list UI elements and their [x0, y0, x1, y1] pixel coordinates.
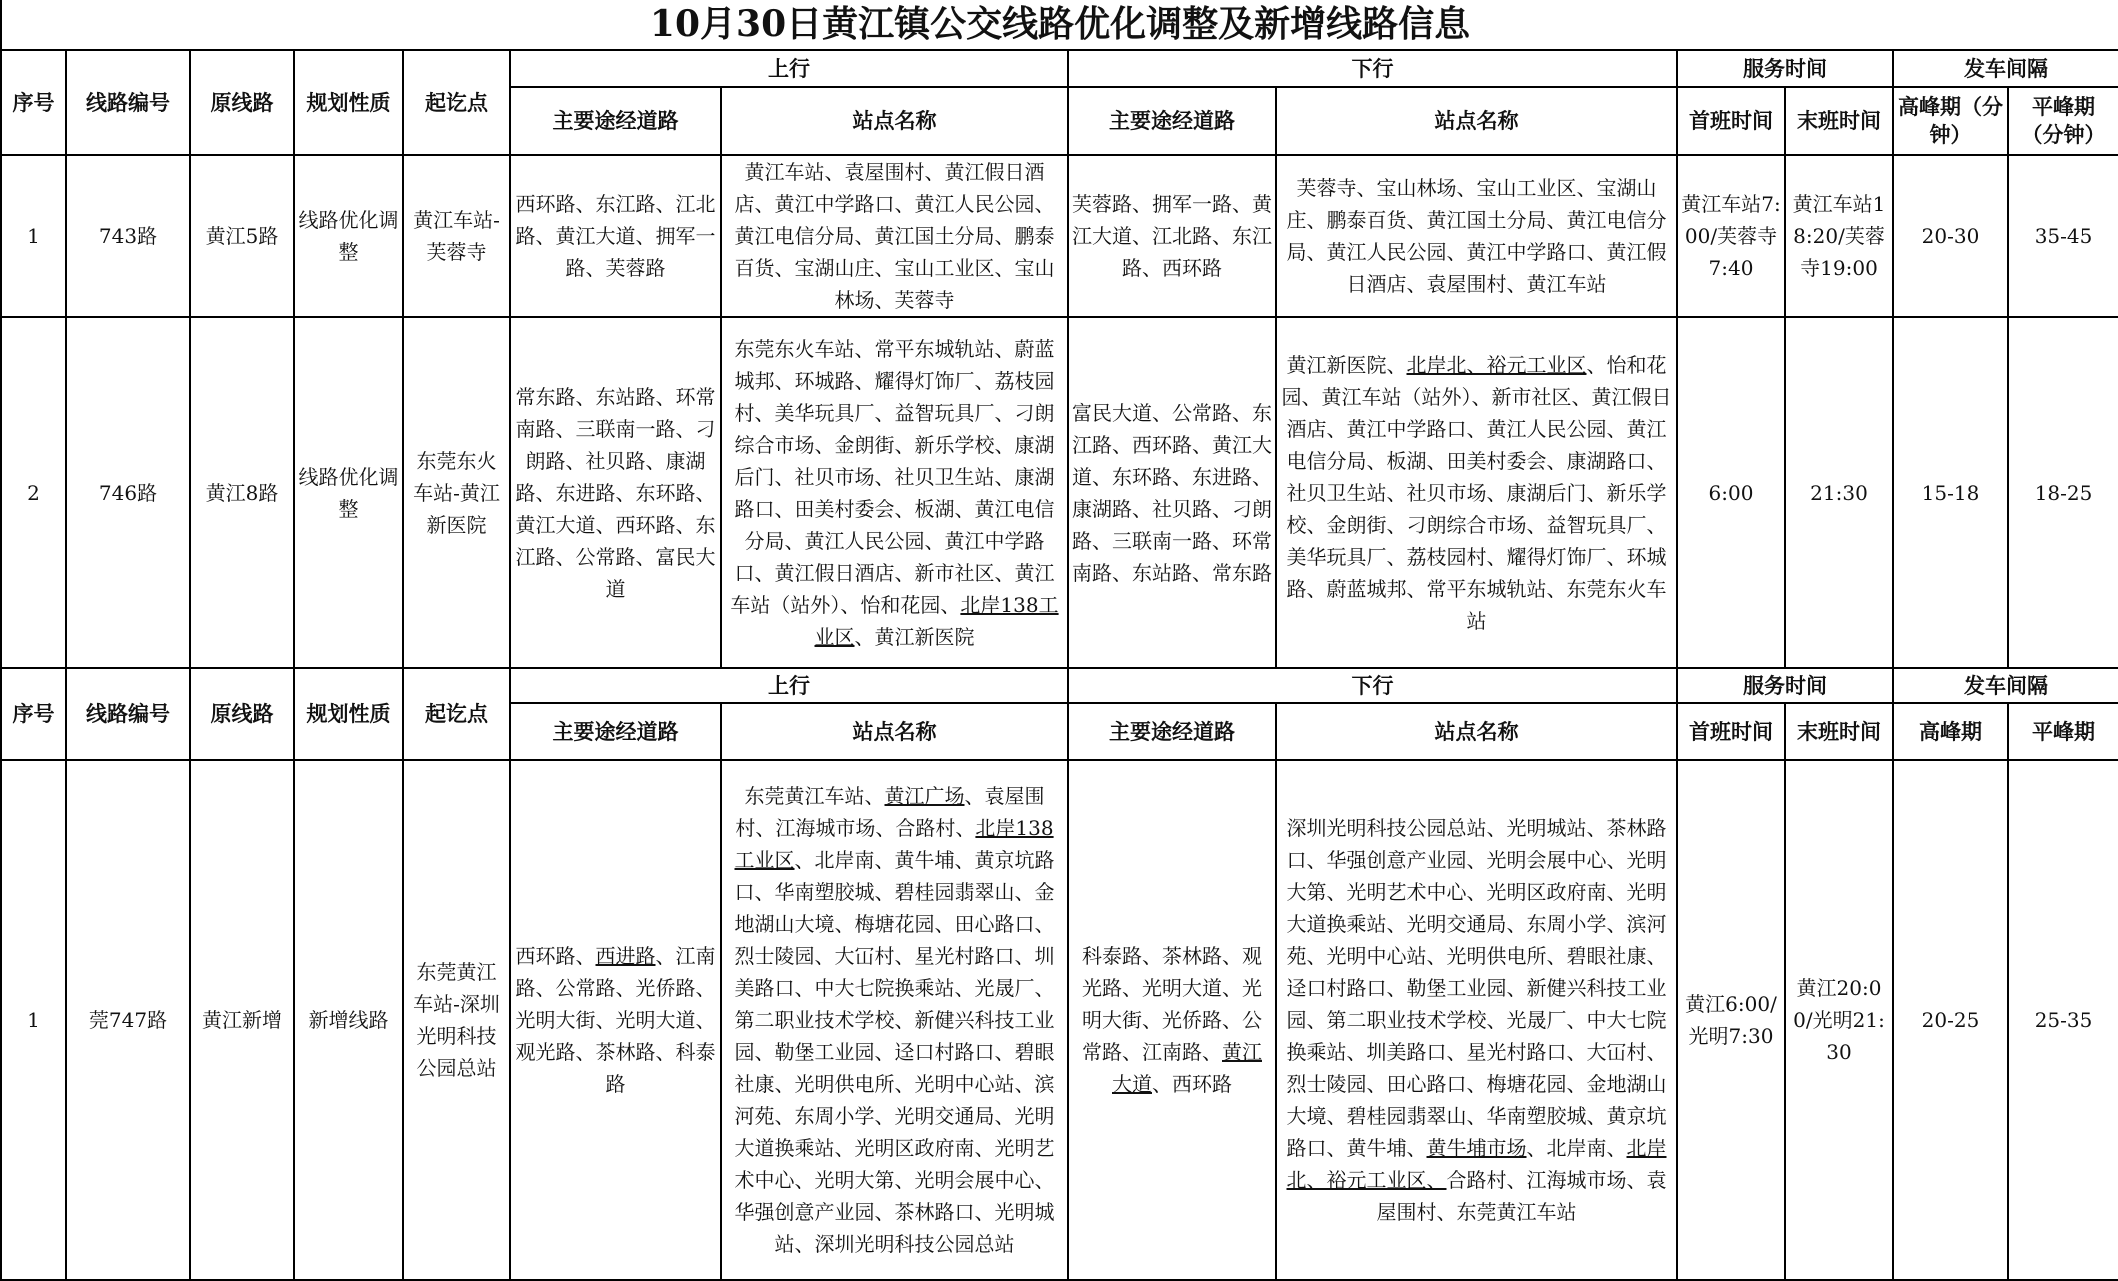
first-bus-cell: 6:00 — [1677, 317, 1785, 668]
down-roads-cell — [1068, 760, 1276, 1280]
text-segment: 西环路、 — [515, 944, 596, 968]
endpoints-cell: 东莞黄江车站-深圳光明科技公园总站 — [403, 760, 510, 1280]
nature-cell: 线路优化调整 — [294, 155, 403, 317]
orig-line-cell: 黄江新增 — [190, 760, 294, 1280]
text-segment: 、北岸南、 — [1526, 1136, 1627, 1160]
header-peak: 高峰期 — [1893, 703, 2008, 760]
peak-interval-cell: 15-18 — [1893, 317, 2008, 668]
first-bus-cell: 黄江车站7:00/芙蓉寺7:40 — [1677, 155, 1785, 317]
header-last-bus: 末班时间 — [1785, 703, 1893, 760]
header-down-roads: 主要途经道路 — [1068, 703, 1276, 760]
header-down-roads: 主要途经道路 — [1068, 87, 1276, 155]
seq-cell: 1 — [1, 155, 66, 317]
nature-cell: 线路优化调整 — [294, 317, 403, 668]
header-last-bus: 末班时间 — [1785, 87, 1893, 155]
last-bus-cell: 21:30 — [1785, 317, 1893, 668]
header-up-roads: 主要途经道路 — [510, 703, 721, 760]
underlined-text: 北岸北、裕元工业区、 — [1286, 1136, 1667, 1192]
seq-cell: 1 — [1, 760, 66, 1280]
header-service-time: 服务时间 — [1677, 668, 1893, 703]
down-stops-cell — [1276, 760, 1677, 1280]
header-down-stops: 站点名称 — [1276, 703, 1677, 760]
text-segment: 黄江新医院、 — [1286, 352, 1407, 377]
header-up-stops: 站点名称 — [721, 703, 1068, 760]
header-first-bus: 首班时间 — [1677, 703, 1785, 760]
header-nature: 规划性质 — [294, 50, 403, 155]
text-segment: 合路村、江海城市场、袁屋围村、东莞黄江车站 — [1376, 1168, 1667, 1224]
header-orig-line: 原线路 — [190, 668, 294, 760]
down-stops-cell — [1276, 155, 1677, 317]
header-down: 下行 — [1068, 50, 1677, 87]
peak-interval-cell: 20-30 — [1893, 155, 2008, 317]
offpeak-interval-cell: 35-45 — [2008, 155, 2118, 317]
last-bus-cell: 黄江车站18:20/芙蓉寺19:00 — [1785, 155, 1893, 317]
up-stops-cell — [721, 317, 1068, 668]
underlined-text: 北岸138工业区 — [814, 592, 1059, 649]
header-orig-line: 原线路 — [190, 50, 294, 155]
endpoints-cell: 东莞东火车站-黄江新医院 — [403, 317, 510, 668]
offpeak-interval-cell: 25-35 — [2008, 760, 2118, 1280]
header-interval: 发车间隔 — [1893, 668, 2118, 703]
header-nature: 规划性质 — [294, 668, 403, 760]
line-no-cell: 莞747路 — [66, 760, 190, 1280]
header-endpoints: 起讫点 — [403, 50, 510, 155]
header-up: 上行 — [510, 668, 1068, 703]
header-up-stops: 站点名称 — [721, 87, 1068, 155]
text-segment: 黄江车站、袁屋围村、黄江假日酒店、黄江中学路口、黄江人民公园、黄江电信分局、黄江国土分局、鹏泰百货、宝湖山庄、宝山工业区、宝山林场、芙蓉寺 — [734, 160, 1055, 312]
text-segment: 东莞黄江车站、 — [744, 784, 885, 808]
header-endpoints: 起讫点 — [403, 668, 510, 760]
text-segment: 深圳光明科技公园总站、光明城站、茶林路口、华强创意产业园、光明会展中心、光明大第、光明艺术中心、光明区政府南、光明大道换乘站、光明交通局、东周小学、滨河苑、光明中心站、光明供电所、碧眼社康、迳口村路口、勒堡工业园、新健兴科技工业园、第二职业技术学校、光晟厂、中大七院换乘站、圳美路口、星光村路口、大冚村、烈士陵园、田心路口、梅塘花园、金地湖山大境、碧桂园翡翠山、华南塑胶城、黄京坑路口、黄牛埔、 — [1286, 816, 1667, 1160]
line-no-cell: 743路 — [66, 155, 190, 317]
seq-cell: 2 — [1, 317, 66, 668]
orig-line-cell: 黄江5路 — [190, 155, 294, 317]
text-segment: 、西环路 — [1152, 1072, 1232, 1096]
page-title: 10月30日黄江镇公交线路优化调整及新增线路信息 — [1, 0, 2118, 50]
text-segment: 、怡和花园、黄江车站（站外）、新市社区、黄江假日酒店、黄江中学路口、黄江人民公园、黄江电信分局、板湖、田美村委会、康湖路口、社贝卫生站、社贝市场、康湖后门、新乐学校、金朗街、刁朗综合市场、益智玩具厂、美华玩具厂、荔枝园村、耀得灯饰厂、环城路、蔚蓝城邦、常平东城轨站、东莞东火车站 — [1281, 352, 1672, 633]
header-interval: 发车间隔 — [1893, 50, 2118, 87]
header-peak: 高峰期（分钟） — [1893, 87, 2008, 155]
table-row — [1, 760, 2118, 1280]
down-stops-cell — [1276, 317, 1677, 668]
underlined-text: 西进路 — [595, 944, 656, 968]
line-no-cell: 746路 — [66, 317, 190, 668]
table-row — [1, 155, 2118, 317]
endpoints-cell: 黄江车站-芙蓉寺 — [403, 155, 510, 317]
text-segment: 东莞东火车站、常平东城轨站、蔚蓝城邦、环城路、耀得灯饰厂、荔枝园村、美华玩具厂、益智玩具厂、刁朗综合市场、金朗街、新乐学校、康湖后门、社贝市场、社贝卫生站、康湖路口、田美村委会、板湖、黄江电信分局、黄江人民公园、黄江中学路口、黄江假日酒店、新市社区、黄江车站（站外）、怡和花园、 — [730, 336, 1055, 617]
text-segment: 、黄江新医院 — [854, 624, 975, 649]
text-segment: 、北岸南、黄牛埔、黄京坑路口、华南塑胶城、碧桂园翡翠山、金地湖山大境、梅塘花园、田心路口、烈士陵园、大冚村、星光村路口、圳美路口、中大七院换乘站、光晟厂、第二职业技术学校、新健兴科技工业园、勒堡工业园、迳口村路口、碧眼社康、光明供电所、光明中心站、滨河苑、东周小学、光明交通局、光明大道换乘站、光明区政府南、光明艺术中心、光明大第、光明会展中心、华强创意产业园、茶林路口、光明城站、深圳光明科技公园总站 — [734, 848, 1055, 1256]
header-down: 下行 — [1068, 668, 1677, 703]
underlined-text: 黄江广场 — [884, 784, 965, 808]
header-line-no: 线路编号 — [66, 50, 190, 155]
text-segment: 、江南路、公常路、光侨路、光明大街、光明大道、观光路、茶林路、科泰路 — [515, 944, 716, 1096]
up-stops-cell — [721, 760, 1068, 1280]
header-first-bus: 首班时间 — [1677, 87, 1785, 155]
header-up-roads: 主要途经道路 — [510, 87, 721, 155]
up-roads-cell — [510, 760, 721, 1280]
peak-interval-cell: 20-25 — [1893, 760, 2008, 1280]
header-offpeak: 平峰期 — [2008, 703, 2118, 760]
underlined-text: 黄江大道 — [1112, 1040, 1262, 1096]
header-seq: 序号 — [1, 668, 66, 760]
text-segment: 科泰路、茶林路、观光路、光明大道、光明大街、光侨路、公常路、江南路、 — [1082, 944, 1262, 1064]
first-bus-cell: 黄江6:00/光明7:30 — [1677, 760, 1785, 1280]
header-offpeak: 平峰期（分钟） — [2008, 87, 2118, 155]
orig-line-cell: 黄江8路 — [190, 317, 294, 668]
up-roads-cell: 西环路、东江路、江北路、黄江大道、拥军一路、芙蓉路 — [510, 155, 721, 317]
underlined-text: 北岸138工业区 — [734, 816, 1054, 872]
down-roads-cell: 芙蓉路、拥军一路、黄江大道、江北路、东江路、西环路 — [1068, 155, 1276, 317]
up-roads-cell: 常东路、东站路、环常南路、三联南一路、刁朗路、社贝路、康湖路、东进路、东环路、黄江大道、西环路、东江路、公常路、富民大道 — [510, 317, 721, 668]
header-service-time: 服务时间 — [1677, 50, 1893, 87]
down-roads-cell: 富民大道、公常路、东江路、西环路、黄江大道、东环路、东进路、康湖路、社贝路、刁朗路、三联南一路、环常南路、东站路、常东路 — [1068, 317, 1276, 668]
last-bus-cell: 黄江20:00/光明21:30 — [1785, 760, 1893, 1280]
offpeak-interval-cell: 18-25 — [2008, 317, 2118, 668]
underlined-text: 黄牛埔市场 — [1426, 1136, 1527, 1160]
header-up: 上行 — [510, 50, 1068, 87]
underlined-text: 北岸北、裕元工业区 — [1406, 352, 1587, 377]
text-segment: 芙蓉寺、宝山林场、宝山工业区、宝湖山庄、鹏泰百货、黄江国土分局、黄江电信分局、黄江人民公园、黄江中学路口、黄江假日酒店、袁屋围村、黄江车站 — [1286, 176, 1667, 296]
header-line-no: 线路编号 — [66, 668, 190, 760]
table-row — [1, 317, 2118, 668]
header-down-stops: 站点名称 — [1276, 87, 1677, 155]
text-segment: 、袁屋围村、江海城市场、合路村、 — [735, 784, 1045, 840]
nature-cell: 新增线路 — [294, 760, 403, 1280]
header-seq: 序号 — [1, 50, 66, 155]
up-stops-cell — [721, 155, 1068, 317]
